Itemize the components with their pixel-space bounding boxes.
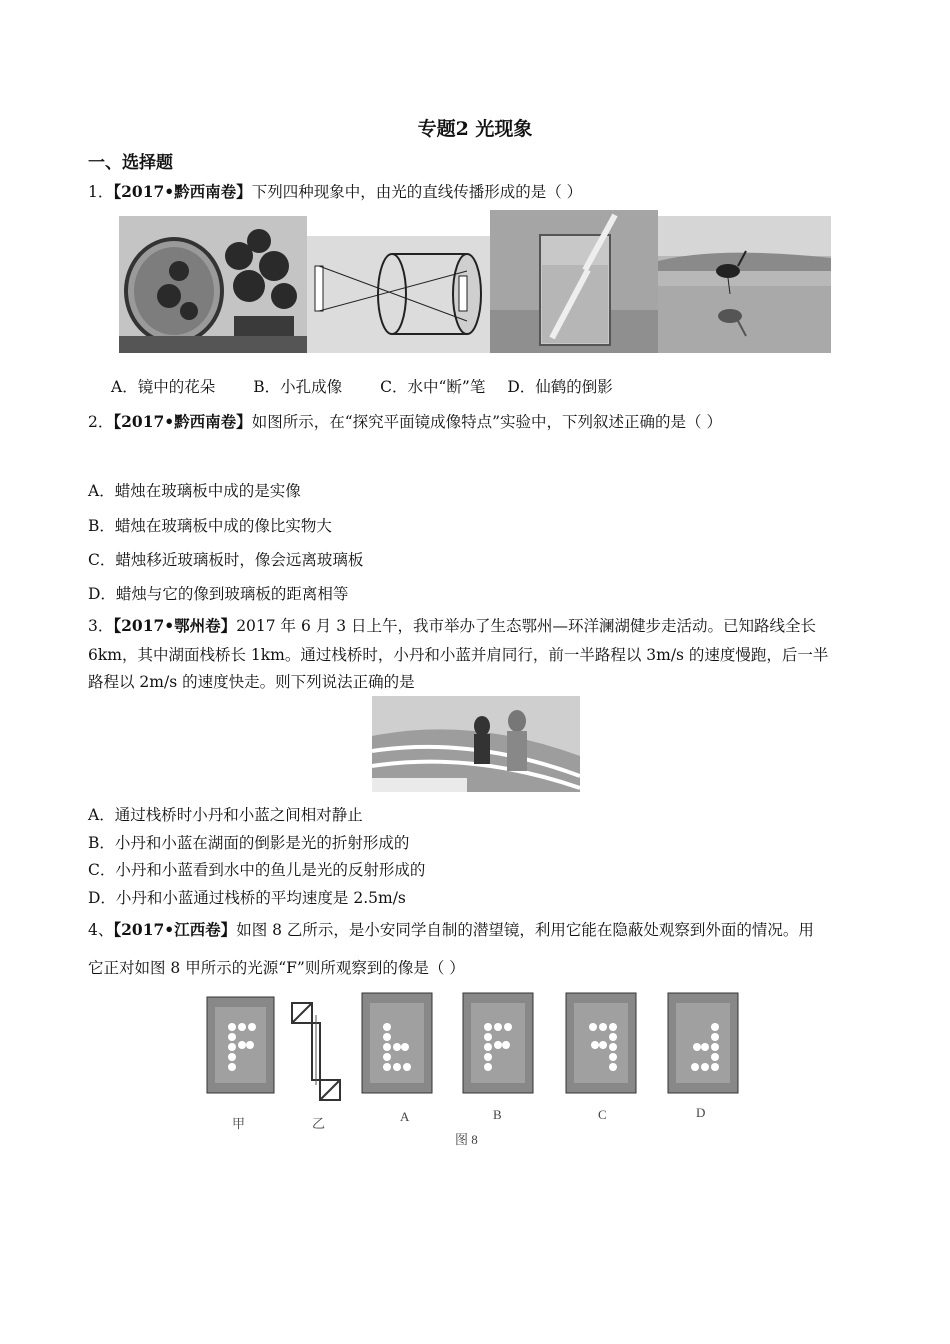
q3-option-b[interactable]: B．小丹和小蓝在湖面的倒影是光的折射形成的 — [88, 834, 410, 852]
pinhole-imaging-diagram — [307, 236, 490, 353]
question-2-stem — [88, 410, 722, 432]
question-source: 【2017•黔西南卷】 — [113, 182, 252, 201]
section-heading: 一、选择题 — [88, 153, 173, 173]
question-1-options — [111, 375, 651, 397]
crane-reflection-photo — [658, 216, 831, 353]
question-text: 下列四种现象中，由光的直线传播形成的是（ ） — [251, 183, 583, 201]
question-4-stem-line-2: 它正对如图 8 甲所示的光源“F”则所观察到的像是（ ） — [88, 959, 465, 977]
figure-8 — [200, 985, 745, 1145]
question-number: 3． — [88, 617, 114, 635]
question-number: 2． — [88, 413, 114, 431]
figure-label-c: C — [598, 1107, 607, 1122]
question-3-stem-line-2: 6km，其中湖面栈桥长 1km。通过栈桥时，小丹和小蓝并肩同行，前一半路程以 3m/s 的速度慢跑，后一半 — [88, 646, 829, 664]
question-1-stem — [88, 180, 582, 202]
question-source: 【2017•江西卷】 — [113, 920, 237, 939]
option-a[interactable]: A．镜中的花朵 — [111, 378, 216, 396]
option-d[interactable]: D．仙鹤的倒影 — [507, 378, 613, 396]
question-3-stem — [88, 614, 816, 636]
mirror-flower-photo — [119, 216, 307, 353]
q3-option-a[interactable]: A．通过栈桥时小丹和小蓝之间相对静止 — [88, 806, 363, 824]
question-text: 如图 8 乙所示，是小安同学自制的潜望镜，利用它能在隐蔽处观察到外面的情况。用 — [236, 921, 814, 939]
question-source: 【2017•黔西南卷】 — [113, 412, 252, 431]
figure-label-a: A — [400, 1109, 410, 1124]
q2-option-c[interactable]: C．蜡烛移近玻璃板时，像会远离玻璃板 — [88, 551, 364, 569]
question-text: 如图所示，在“探究平面镜成像特点”实验中，下列叙述正确的是（ ） — [251, 413, 722, 431]
figure-label-yi: 乙 — [312, 1116, 326, 1131]
q3-option-d[interactable]: D．小丹和小蓝通过栈桥的平均速度是 2.5m/s — [88, 889, 406, 907]
question-text: 2017 年 6 月 3 日上午，我市举办了生态鄂州—环洋澜湖健步走活动。已知路线全长 — [236, 617, 816, 635]
walking-bridge-photo — [372, 696, 580, 792]
q2-option-d[interactable]: D．蜡烛与它的像到玻璃板的距离相等 — [88, 585, 349, 603]
q3-option-c[interactable]: C．小丹和小蓝看到水中的鱼儿是光的反射形成的 — [88, 861, 426, 879]
figure-label-d: D — [696, 1105, 706, 1120]
question-source: 【2017•鄂州卷】 — [113, 616, 237, 635]
pencil-in-water-photo — [490, 210, 658, 353]
figure-label-b: B — [493, 1107, 502, 1122]
figure-label-jia: 甲 — [232, 1116, 246, 1131]
question-number: 1． — [88, 183, 114, 201]
q2-option-a[interactable]: A．蜡烛在玻璃板中成的是实像 — [88, 482, 301, 500]
option-c[interactable]: C．水中“断”笔 — [380, 378, 486, 396]
q2-option-b[interactable]: B．蜡烛在玻璃板中成的像比实物大 — [88, 517, 332, 535]
option-b[interactable]: B．小孔成像 — [253, 378, 343, 396]
page-title: 专题2 光现象 — [417, 118, 533, 140]
question-4-stem — [88, 918, 814, 940]
figure-caption: 图 8 — [455, 1132, 478, 1147]
question-number: 4、 — [88, 921, 114, 939]
question-3-stem-line-3: 路程以 2m/s 的速度快走。则下列说法正确的是 — [88, 673, 415, 691]
